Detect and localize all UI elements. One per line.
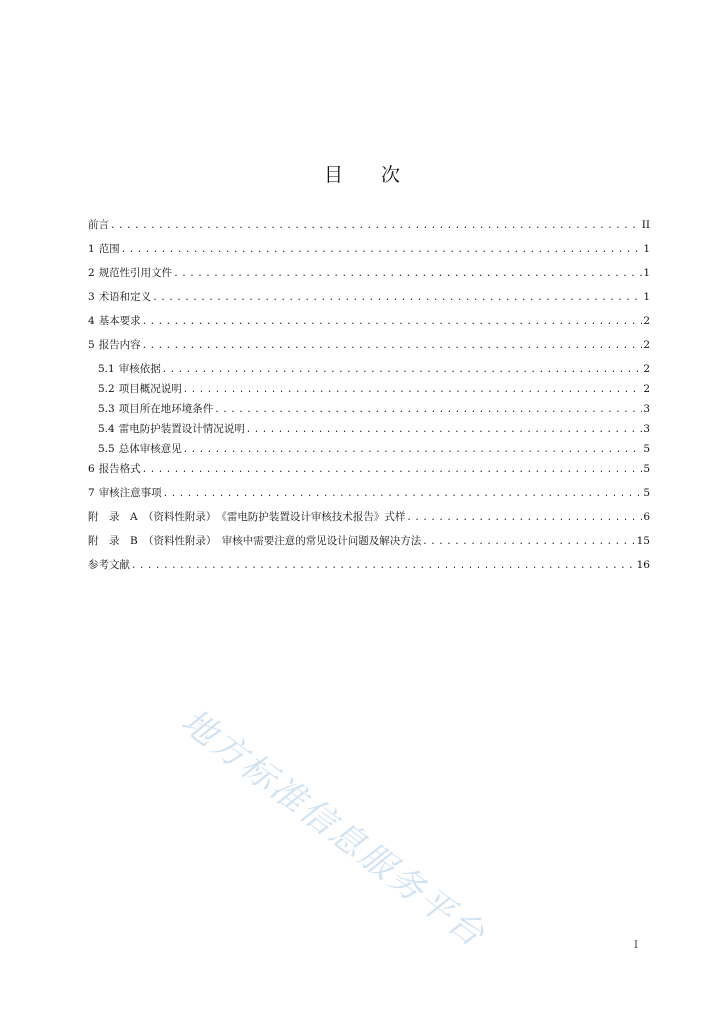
toc-entry-page: 1 xyxy=(643,243,650,255)
toc-entry-label xyxy=(98,382,182,396)
toc-entry[interactable] xyxy=(88,422,650,442)
toc-entry-label xyxy=(88,242,120,256)
toc-entry[interactable] xyxy=(88,486,650,510)
toc-leader-dots xyxy=(162,363,643,377)
toc-entry-label xyxy=(88,290,151,304)
table-of-contents xyxy=(88,218,650,582)
toc-entry-text: 基本要求 xyxy=(98,315,141,327)
toc-entry[interactable] xyxy=(88,558,650,582)
toc-entry-text: 项目概况说明 xyxy=(118,383,182,395)
toc-entry[interactable] xyxy=(88,442,650,462)
toc-entry[interactable] xyxy=(88,290,650,314)
toc-leader-dots xyxy=(183,383,643,397)
toc-leader-dots xyxy=(152,291,642,305)
toc-entry-label xyxy=(88,558,130,572)
toc-entry-text: 术语和定义 xyxy=(98,291,152,303)
toc-leader-dots xyxy=(110,219,641,233)
toc-entry[interactable] xyxy=(88,534,650,558)
toc-entry-text: 范围 xyxy=(98,243,120,255)
footer-page-number: I xyxy=(634,940,638,951)
toc-entry-number: 6 xyxy=(88,463,95,475)
toc-entry-text: 规范性引用文件 xyxy=(98,267,173,279)
toc-entry-page: 15 xyxy=(636,535,650,547)
toc-entry-page: 2 xyxy=(643,363,650,375)
title-char-2: 次 xyxy=(381,164,401,186)
toc-entry-number: 4 xyxy=(88,315,95,327)
toc-entry-number: 5.1 xyxy=(98,363,115,375)
toc-entry-page: 2 xyxy=(643,383,650,395)
toc-leader-dots xyxy=(406,511,642,525)
toc-entry[interactable] xyxy=(88,382,650,402)
toc-entry-label xyxy=(88,338,141,352)
toc-entry[interactable] xyxy=(88,510,650,534)
toc-entry-page: 1 xyxy=(643,291,650,303)
toc-entry-page: 1 xyxy=(643,267,650,279)
toc-entry-text: 报告内容 xyxy=(98,339,141,351)
toc-entry-page: 5 xyxy=(643,443,650,455)
toc-entry[interactable] xyxy=(88,218,650,242)
toc-entry-page: II xyxy=(641,219,650,231)
toc-entry-number: 5.3 xyxy=(98,403,115,415)
toc-entry-text: 总体审核意见 xyxy=(118,443,182,455)
watermark: 地方标准信息服务平台 xyxy=(173,701,494,956)
toc-entry-number: 1 xyxy=(88,243,95,255)
toc-entry-text: 附 录 B （资料性附录） 审核中需要注意的常见设计问题及解决方法 xyxy=(88,535,422,547)
toc-entry-label xyxy=(88,486,162,500)
toc-entry[interactable] xyxy=(88,242,650,266)
toc-entry-page: 2 xyxy=(643,339,650,351)
toc-entry-number: 5.2 xyxy=(98,383,115,395)
toc-entry-label xyxy=(98,442,182,456)
toc-entry-number: 5.5 xyxy=(98,443,115,455)
toc-leader-dots xyxy=(214,403,642,417)
toc-entry[interactable] xyxy=(88,402,650,422)
toc-entry-text: 参考文献 xyxy=(88,559,130,571)
toc-entry-page: 5 xyxy=(643,463,650,475)
toc-leader-dots xyxy=(142,463,643,477)
toc-entry-label xyxy=(88,510,405,524)
toc-entry-label xyxy=(88,266,172,280)
toc-entry-page: 16 xyxy=(636,559,650,571)
toc-entry-number: 2 xyxy=(88,267,95,279)
toc-entry-label xyxy=(98,422,245,436)
toc-entry[interactable] xyxy=(88,314,650,338)
toc-entry-number: 5 xyxy=(88,339,95,351)
toc-entry[interactable] xyxy=(88,266,650,290)
toc-entry-number: 3 xyxy=(88,291,95,303)
toc-entry-page: 2 xyxy=(643,315,650,327)
toc-leader-dots xyxy=(163,487,643,501)
toc-entry-label xyxy=(88,462,141,476)
toc-entry-label xyxy=(98,402,213,416)
toc-entry-text: 前言 xyxy=(88,219,109,231)
toc-leader-dots xyxy=(142,315,643,329)
toc-leader-dots xyxy=(422,535,635,549)
toc-entry-page: 3 xyxy=(643,423,650,435)
toc-entry-text: 审核注意事项 xyxy=(98,487,162,499)
toc-leader-dots xyxy=(246,423,643,437)
toc-entry-text: 审核依据 xyxy=(118,363,161,375)
toc-entry-text: 项目所在地环境条件 xyxy=(118,403,214,415)
toc-entry-label xyxy=(88,314,141,328)
toc-entry-text: 雷电防护装置设计情况说明 xyxy=(118,423,245,435)
toc-entry-number: 5.4 xyxy=(98,423,115,435)
toc-entry-page: 5 xyxy=(643,487,650,499)
toc-entry-page: 3 xyxy=(643,403,650,415)
toc-leader-dots xyxy=(183,443,643,457)
toc-entry-page: 6 xyxy=(643,511,650,523)
toc-entry[interactable] xyxy=(88,462,650,486)
toc-entry-label xyxy=(88,534,421,548)
toc-entry-label xyxy=(88,218,109,232)
toc-entry-text: 报告格式 xyxy=(98,463,141,475)
toc-leader-dots xyxy=(142,339,643,353)
page-title xyxy=(0,160,724,187)
toc-entry[interactable] xyxy=(88,338,650,362)
title-char-1: 目 xyxy=(323,164,343,186)
toc-leader-dots xyxy=(173,267,642,281)
toc-entry-text: 附 录 A （资料性附录） 《雷电防护装置设计审核技术报告》式样 xyxy=(88,511,406,523)
toc-entry[interactable] xyxy=(88,362,650,382)
toc-entry-label xyxy=(98,362,161,376)
toc-leader-dots xyxy=(121,243,643,257)
toc-entry-number: 7 xyxy=(88,487,95,499)
toc-leader-dots xyxy=(131,559,636,573)
